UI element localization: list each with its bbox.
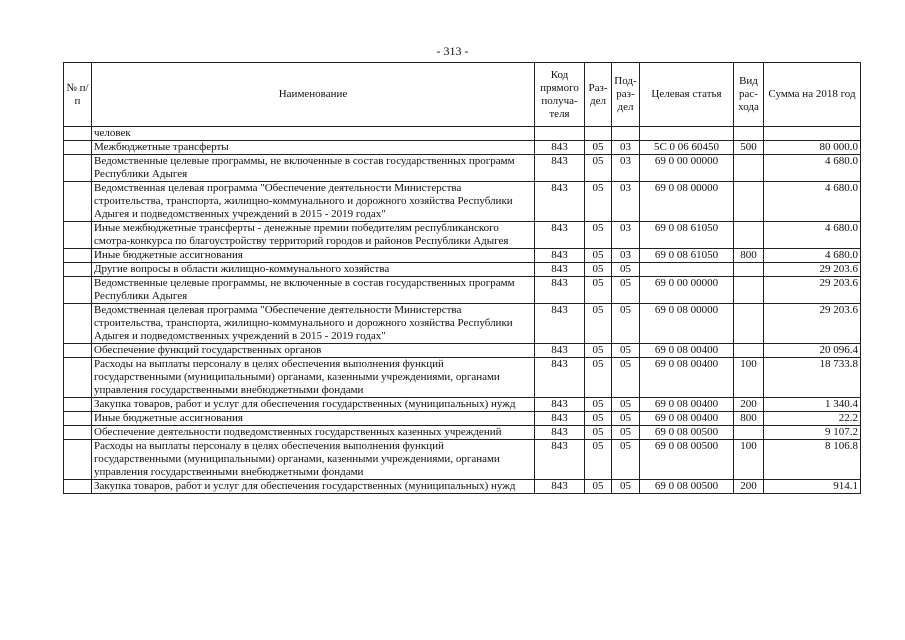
cell-code: 843 — [535, 222, 585, 249]
cell-target: 69 0 08 00400 — [640, 358, 734, 398]
cell-name: Обеспечение деятельности подведомственных государственных казенных учреждений — [92, 426, 535, 440]
table-row — [64, 398, 861, 412]
cell-sum: 9 107.2 — [764, 426, 861, 440]
cell-name: Ведомственные целевые программы, не включенные в состав государственных программ Республики Адыгея — [92, 155, 535, 182]
cell-podrazdel: 05 — [612, 440, 640, 480]
cell-vid: 200 — [734, 480, 764, 494]
cell-num — [64, 222, 92, 249]
cell-name: Ведомственная целевая программа "Обеспечение деятельности Министерства строительства, транспорта, жилищно-коммунального и дорожного хозяйства Республики Адыгея и подведомственных учреждений в 2015 - 2019 годах" — [92, 182, 535, 222]
cell-code: 843 — [535, 141, 585, 155]
cell-razdel: 05 — [585, 182, 612, 222]
table-body — [64, 127, 861, 494]
cell-razdel: 05 — [585, 426, 612, 440]
cell-podrazdel: 05 — [612, 277, 640, 304]
cell-num — [64, 358, 92, 398]
cell-razdel: 05 — [585, 304, 612, 344]
cell-razdel: 05 — [585, 398, 612, 412]
cell-sum: 1 340.4 — [764, 398, 861, 412]
cell-sum: 29 203.6 — [764, 304, 861, 344]
cell-sum: 18 733.8 — [764, 358, 861, 398]
cell-target: 69 0 08 00500 — [640, 440, 734, 480]
table-row — [64, 344, 861, 358]
cell-vid: 800 — [734, 412, 764, 426]
cell-razdel: 05 — [585, 440, 612, 480]
cell-code: 843 — [535, 480, 585, 494]
table-row — [64, 426, 861, 440]
header-razdel: Раз-дел — [585, 63, 612, 127]
cell-vid — [734, 277, 764, 304]
header-num: № п/п — [64, 63, 92, 127]
cell-podrazdel — [612, 127, 640, 141]
cell-target: 69 0 08 61050 — [640, 249, 734, 263]
cell-num — [64, 440, 92, 480]
cell-name: Расходы на выплаты персоналу в целях обеспечения выполнения функций государственными (муниципальными) органами, казенными учреждениями, органами управления государственными внебюджетными фондами — [92, 358, 535, 398]
cell-target: 69 0 08 00400 — [640, 412, 734, 426]
cell-podrazdel: 05 — [612, 263, 640, 277]
cell-razdel: 05 — [585, 249, 612, 263]
header-sum: Сумма на 2018 год — [764, 63, 861, 127]
table-row — [64, 182, 861, 222]
cell-num — [64, 141, 92, 155]
table-row — [64, 249, 861, 263]
header-vid: Вид рас-хода — [734, 63, 764, 127]
cell-vid: 100 — [734, 440, 764, 480]
cell-name: Закупка товаров, работ и услуг для обеспечения государственных (муниципальных) нужд — [92, 398, 535, 412]
table-row — [64, 412, 861, 426]
cell-name: Закупка товаров, работ и услуг для обеспечения государственных (муниципальных) нужд — [92, 480, 535, 494]
cell-podrazdel: 05 — [612, 412, 640, 426]
cell-razdel: 05 — [585, 141, 612, 155]
cell-num — [64, 426, 92, 440]
cell-sum: 8 106.8 — [764, 440, 861, 480]
cell-num — [64, 480, 92, 494]
cell-razdel: 05 — [585, 277, 612, 304]
header-podrazdel: Под-раз-дел — [612, 63, 640, 127]
cell-vid: 800 — [734, 249, 764, 263]
cell-vid: 200 — [734, 398, 764, 412]
cell-name: Иные межбюджетные трансферты - денежные премии победителям республиканского смотра-конкурса по благоустройству территорий городов и районов Республики Адыгея — [92, 222, 535, 249]
cell-podrazdel: 05 — [612, 304, 640, 344]
cell-num — [64, 398, 92, 412]
header-code: Код прямого получа-теля — [535, 63, 585, 127]
table-row — [64, 222, 861, 249]
cell-num — [64, 249, 92, 263]
cell-sum: 4 680.0 — [764, 222, 861, 249]
cell-code: 843 — [535, 263, 585, 277]
cell-code: 843 — [535, 155, 585, 182]
cell-vid — [734, 182, 764, 222]
table-row — [64, 304, 861, 344]
cell-name: Иные бюджетные ассигнования — [92, 249, 535, 263]
table-row — [64, 263, 861, 277]
cell-razdel: 05 — [585, 155, 612, 182]
cell-razdel: 05 — [585, 358, 612, 398]
cell-podrazdel: 05 — [612, 426, 640, 440]
cell-target: 69 0 08 61050 — [640, 222, 734, 249]
cell-vid — [734, 304, 764, 344]
cell-name: Расходы на выплаты персоналу в целях обеспечения выполнения функций государственными (муниципальными) органами, казенными учреждениями, органами управления государственными внебюджетными фондами — [92, 440, 535, 480]
table-row — [64, 440, 861, 480]
cell-vid — [734, 426, 764, 440]
cell-target: 69 0 00 00000 — [640, 155, 734, 182]
cell-name: Обеспечение функций государственных органов — [92, 344, 535, 358]
cell-code: 843 — [535, 344, 585, 358]
cell-sum: 29 203.6 — [764, 263, 861, 277]
cell-podrazdel: 03 — [612, 182, 640, 222]
cell-num — [64, 344, 92, 358]
page-number: - 313 - — [436, 44, 469, 58]
table-row — [64, 480, 861, 494]
cell-num — [64, 263, 92, 277]
cell-target: 69 0 08 00400 — [640, 344, 734, 358]
cell-code: 843 — [535, 277, 585, 304]
cell-name: Межбюджетные трансферты — [92, 141, 535, 155]
cell-sum: 29 203.6 — [764, 277, 861, 304]
cell-num — [64, 412, 92, 426]
cell-num — [64, 304, 92, 344]
cell-code: 843 — [535, 358, 585, 398]
cell-vid — [734, 127, 764, 141]
cell-code: 843 — [535, 426, 585, 440]
cell-podrazdel: 05 — [612, 344, 640, 358]
cell-podrazdel: 03 — [612, 249, 640, 263]
cell-vid — [734, 155, 764, 182]
cell-num — [64, 127, 92, 141]
cell-sum: 22.2 — [764, 412, 861, 426]
budget-table — [63, 62, 861, 494]
cell-code: 843 — [535, 249, 585, 263]
cell-razdel — [585, 127, 612, 141]
cell-name: Другие вопросы в области жилищно-коммунального хозяйства — [92, 263, 535, 277]
cell-sum: 4 680.0 — [764, 182, 861, 222]
cell-target: 69 0 08 00000 — [640, 304, 734, 344]
cell-vid — [734, 222, 764, 249]
cell-name: Иные бюджетные ассигнования — [92, 412, 535, 426]
cell-razdel: 05 — [585, 412, 612, 426]
cell-sum — [764, 127, 861, 141]
cell-razdel: 05 — [585, 344, 612, 358]
header-name: Наименование — [92, 63, 535, 127]
cell-vid: 100 — [734, 358, 764, 398]
cell-code — [535, 127, 585, 141]
cell-num — [64, 277, 92, 304]
cell-sum: 4 680.0 — [764, 155, 861, 182]
table-row — [64, 277, 861, 304]
table-header-row — [64, 63, 861, 127]
cell-name: Ведомственная целевая программа "Обеспечение деятельности Министерства строительства, транспорта, жилищно-коммунального и дорожного хозяйства Республики Адыгея и подведомственных учреждений в 2015 - 2019 годах" — [92, 304, 535, 344]
header-target: Целевая статья — [640, 63, 734, 127]
cell-sum: 4 680.0 — [764, 249, 861, 263]
cell-target — [640, 263, 734, 277]
cell-code: 843 — [535, 304, 585, 344]
cell-podrazdel: 05 — [612, 358, 640, 398]
cell-sum: 914.1 — [764, 480, 861, 494]
cell-code: 843 — [535, 412, 585, 426]
cell-target: 69 0 08 00000 — [640, 182, 734, 222]
cell-podrazdel: 05 — [612, 480, 640, 494]
cell-vid — [734, 263, 764, 277]
cell-razdel: 05 — [585, 480, 612, 494]
cell-target: 69 0 08 00400 — [640, 398, 734, 412]
cell-num — [64, 155, 92, 182]
cell-podrazdel: 03 — [612, 155, 640, 182]
cell-code: 843 — [535, 182, 585, 222]
cell-num — [64, 182, 92, 222]
cell-code: 843 — [535, 398, 585, 412]
cell-name: Ведомственные целевые программы, не включенные в состав государственных программ Республики Адыгея — [92, 277, 535, 304]
cell-vid: 500 — [734, 141, 764, 155]
cell-target — [640, 127, 734, 141]
cell-razdel: 05 — [585, 263, 612, 277]
cell-code: 843 — [535, 440, 585, 480]
table-row — [64, 155, 861, 182]
cell-name: человек — [92, 127, 535, 141]
cell-target: 5С 0 06 60450 — [640, 141, 734, 155]
cell-target: 69 0 08 00500 — [640, 426, 734, 440]
cell-podrazdel: 03 — [612, 222, 640, 249]
table-row — [64, 141, 861, 155]
cell-target: 69 0 08 00500 — [640, 480, 734, 494]
cell-vid — [734, 344, 764, 358]
cell-sum: 80 000.0 — [764, 141, 861, 155]
table-row — [64, 127, 861, 141]
cell-razdel: 05 — [585, 222, 612, 249]
cell-sum: 20 096.4 — [764, 344, 861, 358]
table-row — [64, 358, 861, 398]
cell-podrazdel: 03 — [612, 141, 640, 155]
cell-podrazdel: 05 — [612, 398, 640, 412]
cell-target: 69 0 00 00000 — [640, 277, 734, 304]
